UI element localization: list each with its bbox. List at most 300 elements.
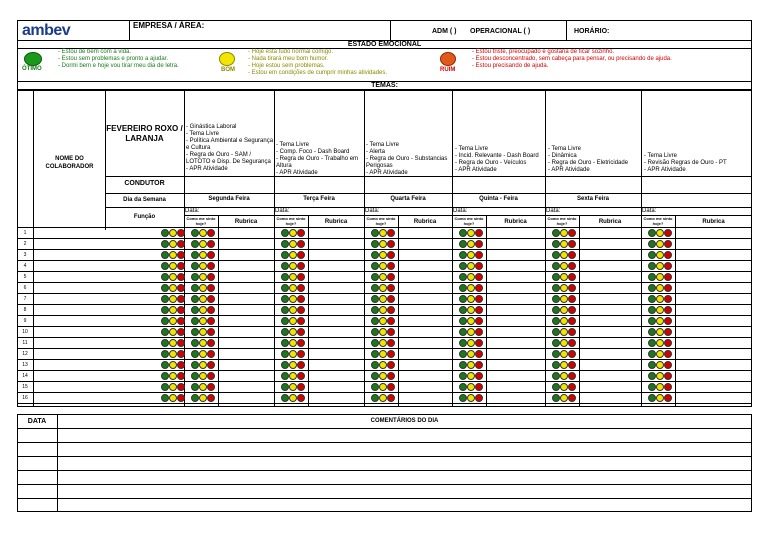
rubrica-cell[interactable]	[487, 338, 544, 348]
rubrica-cell[interactable]	[580, 393, 640, 403]
rubrica-cell[interactable]	[309, 382, 363, 392]
green-face-icon[interactable]	[552, 251, 560, 259]
green-face-icon[interactable]	[648, 306, 656, 314]
yellow-face-icon[interactable]	[379, 262, 387, 270]
yellow-face-icon[interactable]	[289, 328, 297, 336]
yellow-face-icon[interactable]	[199, 284, 207, 292]
yellow-face-icon[interactable]	[199, 306, 207, 314]
colaborador-name-cell[interactable]	[34, 305, 160, 315]
red-face-icon[interactable]	[207, 339, 215, 347]
green-face-icon[interactable]	[281, 262, 289, 270]
date-input[interactable]	[275, 208, 363, 215]
yellow-face-icon[interactable]	[169, 306, 177, 314]
red-face-icon[interactable]	[475, 328, 483, 336]
rubrica-cell[interactable]	[580, 327, 640, 337]
green-face-icon[interactable]	[552, 317, 560, 325]
yellow-face-icon[interactable]	[289, 273, 297, 281]
yellow-face-icon[interactable]	[169, 372, 177, 380]
red-face-icon[interactable]	[475, 240, 483, 248]
colaborador-name-cell[interactable]	[34, 239, 160, 249]
red-face-icon[interactable]	[207, 350, 215, 358]
comment-cell[interactable]	[58, 485, 751, 497]
rubrica-cell[interactable]	[676, 294, 751, 304]
rubrica-cell[interactable]	[309, 261, 363, 271]
red-face-icon[interactable]	[207, 306, 215, 314]
red-face-icon[interactable]	[568, 383, 576, 391]
green-face-icon[interactable]	[459, 383, 467, 391]
rubrica-cell[interactable]	[399, 393, 451, 403]
yellow-face-icon[interactable]	[289, 372, 297, 380]
rubrica-cell[interactable]	[676, 228, 751, 238]
green-face-icon[interactable]	[459, 350, 467, 358]
yellow-face-icon[interactable]	[379, 306, 387, 314]
red-face-icon[interactable]	[387, 284, 395, 292]
red-face-icon[interactable]	[664, 350, 672, 358]
yellow-face-icon[interactable]	[656, 295, 664, 303]
green-face-icon[interactable]	[371, 240, 379, 248]
green-face-icon[interactable]	[281, 328, 289, 336]
yellow-face-icon[interactable]	[560, 339, 568, 347]
red-face-icon[interactable]	[177, 229, 185, 237]
red-face-icon[interactable]	[177, 372, 185, 380]
green-face-icon[interactable]	[161, 229, 169, 237]
yellow-face-icon[interactable]	[169, 383, 177, 391]
red-face-icon[interactable]	[664, 383, 672, 391]
green-face-icon[interactable]	[459, 394, 467, 402]
red-face-icon[interactable]	[568, 361, 576, 369]
green-face-icon[interactable]	[371, 339, 379, 347]
green-face-icon[interactable]	[648, 394, 656, 402]
yellow-face-icon[interactable]	[199, 339, 207, 347]
yellow-face-icon[interactable]	[656, 251, 664, 259]
colaborador-name-cell[interactable]	[34, 360, 160, 370]
yellow-face-icon[interactable]	[169, 229, 177, 237]
colaborador-name-cell[interactable]	[34, 327, 160, 337]
rubrica-cell[interactable]	[309, 338, 363, 348]
rubrica-cell[interactable]	[580, 349, 640, 359]
date-input[interactable]	[453, 208, 544, 215]
rubrica-cell[interactable]	[399, 261, 451, 271]
green-face-icon[interactable]	[191, 339, 199, 347]
green-face-icon[interactable]	[281, 284, 289, 292]
yellow-face-icon[interactable]	[560, 306, 568, 314]
yellow-face-icon[interactable]	[467, 350, 475, 358]
red-face-icon[interactable]	[387, 273, 395, 281]
rubrica-cell[interactable]	[219, 294, 273, 304]
yellow-face-icon[interactable]	[560, 251, 568, 259]
green-face-icon[interactable]	[161, 240, 169, 248]
red-face-icon[interactable]	[664, 295, 672, 303]
red-face-icon[interactable]	[568, 328, 576, 336]
yellow-face-icon[interactable]	[289, 262, 297, 270]
red-face-icon[interactable]	[475, 229, 483, 237]
green-face-icon[interactable]	[459, 372, 467, 380]
rubrica-cell[interactable]	[219, 382, 273, 392]
yellow-face-icon[interactable]	[199, 251, 207, 259]
green-face-icon[interactable]	[459, 262, 467, 270]
green-face-icon[interactable]	[281, 295, 289, 303]
date-input[interactable]	[642, 208, 751, 215]
red-face-icon[interactable]	[177, 328, 185, 336]
yellow-face-icon[interactable]	[199, 361, 207, 369]
yellow-face-icon[interactable]	[169, 361, 177, 369]
rubrica-cell[interactable]	[487, 261, 544, 271]
red-face-icon[interactable]	[475, 394, 483, 402]
rubrica-cell[interactable]	[309, 349, 363, 359]
green-face-icon[interactable]	[459, 273, 467, 281]
green-face-icon[interactable]	[281, 394, 289, 402]
colaborador-name-cell[interactable]	[34, 316, 160, 326]
red-face-icon[interactable]	[297, 295, 305, 303]
red-face-icon[interactable]	[568, 372, 576, 380]
green-face-icon[interactable]	[281, 251, 289, 259]
green-face-icon[interactable]	[281, 317, 289, 325]
red-face-icon[interactable]	[177, 240, 185, 248]
rubrica-cell[interactable]	[580, 360, 640, 370]
green-face-icon[interactable]	[191, 328, 199, 336]
red-face-icon[interactable]	[297, 240, 305, 248]
green-face-icon[interactable]	[459, 251, 467, 259]
rubrica-cell[interactable]	[487, 393, 544, 403]
yellow-face-icon[interactable]	[169, 262, 177, 270]
red-face-icon[interactable]	[475, 372, 483, 380]
red-face-icon[interactable]	[664, 372, 672, 380]
yellow-face-icon[interactable]	[467, 251, 475, 259]
yellow-face-icon[interactable]	[560, 262, 568, 270]
rubrica-cell[interactable]	[309, 360, 363, 370]
rubrica-cell[interactable]	[487, 250, 544, 260]
red-face-icon[interactable]	[568, 262, 576, 270]
red-face-icon[interactable]	[387, 229, 395, 237]
green-face-icon[interactable]	[459, 339, 467, 347]
yellow-face-icon[interactable]	[656, 394, 664, 402]
green-face-icon[interactable]	[191, 383, 199, 391]
green-face-icon[interactable]	[459, 306, 467, 314]
date-input[interactable]	[546, 208, 640, 215]
yellow-face-icon[interactable]	[379, 240, 387, 248]
comment-cell[interactable]	[58, 457, 751, 469]
rubrica-cell[interactable]	[399, 283, 451, 293]
green-face-icon[interactable]	[552, 350, 560, 358]
green-face-icon[interactable]	[161, 350, 169, 358]
green-face-icon[interactable]	[161, 251, 169, 259]
colaborador-name-cell[interactable]	[34, 283, 160, 293]
green-face-icon[interactable]	[191, 361, 199, 369]
yellow-face-icon[interactable]	[169, 394, 177, 402]
rubrica-cell[interactable]	[487, 239, 544, 249]
rubrica-cell[interactable]	[219, 283, 273, 293]
rubrica-cell[interactable]	[309, 371, 363, 381]
rubrica-cell[interactable]	[309, 283, 363, 293]
yellow-face-icon[interactable]	[289, 240, 297, 248]
yellow-face-icon[interactable]	[560, 229, 568, 237]
red-face-icon[interactable]	[207, 372, 215, 380]
red-face-icon[interactable]	[568, 339, 576, 347]
rubrica-cell[interactable]	[219, 360, 273, 370]
red-face-icon[interactable]	[177, 273, 185, 281]
rubrica-cell[interactable]	[219, 327, 273, 337]
yellow-face-icon[interactable]	[467, 306, 475, 314]
green-face-icon[interactable]	[648, 372, 656, 380]
rubrica-cell[interactable]	[676, 393, 751, 403]
red-face-icon[interactable]	[297, 328, 305, 336]
green-face-icon[interactable]	[552, 372, 560, 380]
red-face-icon[interactable]	[664, 361, 672, 369]
yellow-face-icon[interactable]	[289, 284, 297, 292]
yellow-face-icon[interactable]	[656, 350, 664, 358]
green-face-icon[interactable]	[371, 394, 379, 402]
yellow-face-icon[interactable]	[379, 273, 387, 281]
red-face-icon[interactable]	[475, 361, 483, 369]
red-face-icon[interactable]	[177, 361, 185, 369]
yellow-face-icon[interactable]	[169, 328, 177, 336]
yellow-face-icon[interactable]	[656, 262, 664, 270]
green-face-icon[interactable]	[648, 295, 656, 303]
yellow-face-icon[interactable]	[169, 240, 177, 248]
yellow-face-icon[interactable]	[656, 361, 664, 369]
rubrica-cell[interactable]	[219, 305, 273, 315]
green-face-icon[interactable]	[552, 240, 560, 248]
green-face-icon[interactable]	[552, 262, 560, 270]
rubrica-cell[interactable]	[676, 261, 751, 271]
yellow-face-icon[interactable]	[169, 251, 177, 259]
green-face-icon[interactable]	[191, 394, 199, 402]
yellow-face-icon[interactable]	[467, 328, 475, 336]
red-face-icon[interactable]	[297, 317, 305, 325]
rubrica-cell[interactable]	[309, 327, 363, 337]
rubrica-cell[interactable]	[399, 316, 451, 326]
red-face-icon[interactable]	[207, 229, 215, 237]
green-face-icon[interactable]	[552, 328, 560, 336]
red-face-icon[interactable]	[664, 394, 672, 402]
rubrica-cell[interactable]	[309, 239, 363, 249]
green-face-icon[interactable]	[371, 229, 379, 237]
red-face-icon[interactable]	[568, 229, 576, 237]
rubrica-cell[interactable]	[219, 393, 273, 403]
rubrica-cell[interactable]	[676, 250, 751, 260]
comment-cell[interactable]	[58, 429, 751, 441]
green-face-icon[interactable]	[648, 229, 656, 237]
yellow-face-icon[interactable]	[656, 372, 664, 380]
green-face-icon[interactable]	[161, 262, 169, 270]
yellow-face-icon[interactable]	[289, 229, 297, 237]
rubrica-cell[interactable]	[487, 349, 544, 359]
green-face-icon[interactable]	[552, 306, 560, 314]
red-face-icon[interactable]	[568, 240, 576, 248]
rubrica-cell[interactable]	[676, 338, 751, 348]
rubrica-cell[interactable]	[580, 250, 640, 260]
rubrica-cell[interactable]	[399, 239, 451, 249]
rubrica-cell[interactable]	[487, 272, 544, 282]
red-face-icon[interactable]	[297, 394, 305, 402]
red-face-icon[interactable]	[297, 262, 305, 270]
rubrica-cell[interactable]	[676, 239, 751, 249]
green-face-icon[interactable]	[459, 328, 467, 336]
red-face-icon[interactable]	[568, 306, 576, 314]
red-face-icon[interactable]	[387, 317, 395, 325]
green-face-icon[interactable]	[459, 361, 467, 369]
red-face-icon[interactable]	[387, 295, 395, 303]
rubrica-cell[interactable]	[487, 294, 544, 304]
red-face-icon[interactable]	[177, 339, 185, 347]
green-face-icon[interactable]	[161, 394, 169, 402]
yellow-face-icon[interactable]	[656, 284, 664, 292]
yellow-face-icon[interactable]	[656, 273, 664, 281]
green-face-icon[interactable]	[161, 317, 169, 325]
red-face-icon[interactable]	[475, 295, 483, 303]
green-face-icon[interactable]	[648, 251, 656, 259]
yellow-face-icon[interactable]	[656, 229, 664, 237]
date-input[interactable]	[365, 208, 451, 215]
green-face-icon[interactable]	[281, 273, 289, 281]
yellow-face-icon[interactable]	[656, 240, 664, 248]
green-face-icon[interactable]	[648, 383, 656, 391]
green-face-icon[interactable]	[281, 383, 289, 391]
yellow-face-icon[interactable]	[289, 350, 297, 358]
yellow-face-icon[interactable]	[199, 394, 207, 402]
rubrica-cell[interactable]	[219, 272, 273, 282]
rubrica-cell[interactable]	[676, 316, 751, 326]
yellow-face-icon[interactable]	[199, 383, 207, 391]
red-face-icon[interactable]	[207, 284, 215, 292]
red-face-icon[interactable]	[207, 251, 215, 259]
red-face-icon[interactable]	[387, 251, 395, 259]
red-face-icon[interactable]	[177, 306, 185, 314]
yellow-face-icon[interactable]	[467, 295, 475, 303]
rubrica-cell[interactable]	[580, 371, 640, 381]
rubrica-cell[interactable]	[399, 371, 451, 381]
rubrica-cell[interactable]	[676, 371, 751, 381]
green-face-icon[interactable]	[371, 328, 379, 336]
red-face-icon[interactable]	[177, 394, 185, 402]
yellow-face-icon[interactable]	[379, 361, 387, 369]
red-face-icon[interactable]	[664, 273, 672, 281]
yellow-face-icon[interactable]	[379, 251, 387, 259]
rubrica-cell[interactable]	[309, 316, 363, 326]
red-face-icon[interactable]	[475, 383, 483, 391]
green-face-icon[interactable]	[648, 273, 656, 281]
green-face-icon[interactable]	[281, 306, 289, 314]
yellow-face-icon[interactable]	[560, 383, 568, 391]
green-face-icon[interactable]	[191, 284, 199, 292]
green-face-icon[interactable]	[371, 350, 379, 358]
rubrica-cell[interactable]	[580, 261, 640, 271]
rubrica-cell[interactable]	[580, 283, 640, 293]
green-face-icon[interactable]	[552, 273, 560, 281]
rubrica-cell[interactable]	[580, 239, 640, 249]
yellow-face-icon[interactable]	[467, 273, 475, 281]
green-face-icon[interactable]	[459, 229, 467, 237]
green-face-icon[interactable]	[191, 317, 199, 325]
colaborador-name-cell[interactable]	[34, 294, 160, 304]
green-face-icon[interactable]	[191, 229, 199, 237]
red-face-icon[interactable]	[475, 339, 483, 347]
rubrica-cell[interactable]	[399, 349, 451, 359]
yellow-face-icon[interactable]	[467, 262, 475, 270]
rubrica-cell[interactable]	[580, 272, 640, 282]
red-face-icon[interactable]	[664, 251, 672, 259]
yellow-face-icon[interactable]	[199, 240, 207, 248]
yellow-face-icon[interactable]	[560, 284, 568, 292]
red-face-icon[interactable]	[207, 262, 215, 270]
rubrica-cell[interactable]	[399, 250, 451, 260]
rubrica-cell[interactable]	[309, 228, 363, 238]
colaborador-name-cell[interactable]	[34, 250, 160, 260]
colaborador-name-cell[interactable]	[34, 261, 160, 271]
green-face-icon[interactable]	[459, 240, 467, 248]
yellow-face-icon[interactable]	[656, 383, 664, 391]
yellow-face-icon[interactable]	[199, 273, 207, 281]
red-face-icon[interactable]	[207, 317, 215, 325]
rubrica-cell[interactable]	[219, 338, 273, 348]
red-face-icon[interactable]	[177, 251, 185, 259]
red-face-icon[interactable]	[177, 295, 185, 303]
yellow-face-icon[interactable]	[379, 394, 387, 402]
red-face-icon[interactable]	[297, 372, 305, 380]
green-face-icon[interactable]	[371, 361, 379, 369]
yellow-face-icon[interactable]	[199, 317, 207, 325]
green-face-icon[interactable]	[371, 273, 379, 281]
green-face-icon[interactable]	[371, 306, 379, 314]
rubrica-cell[interactable]	[487, 316, 544, 326]
rubrica-cell[interactable]	[219, 239, 273, 249]
yellow-face-icon[interactable]	[467, 361, 475, 369]
yellow-face-icon[interactable]	[199, 350, 207, 358]
yellow-face-icon[interactable]	[656, 328, 664, 336]
red-face-icon[interactable]	[664, 284, 672, 292]
red-face-icon[interactable]	[568, 350, 576, 358]
green-face-icon[interactable]	[648, 317, 656, 325]
red-face-icon[interactable]	[475, 306, 483, 314]
green-face-icon[interactable]	[459, 295, 467, 303]
red-face-icon[interactable]	[297, 361, 305, 369]
rubrica-cell[interactable]	[309, 272, 363, 282]
rubrica-cell[interactable]	[487, 228, 544, 238]
red-face-icon[interactable]	[568, 317, 576, 325]
green-face-icon[interactable]	[552, 394, 560, 402]
green-face-icon[interactable]	[161, 295, 169, 303]
red-face-icon[interactable]	[568, 295, 576, 303]
yellow-face-icon[interactable]	[199, 295, 207, 303]
green-face-icon[interactable]	[191, 273, 199, 281]
yellow-face-icon[interactable]	[199, 262, 207, 270]
rubrica-cell[interactable]	[219, 250, 273, 260]
yellow-face-icon[interactable]	[656, 317, 664, 325]
green-face-icon[interactable]	[161, 328, 169, 336]
yellow-face-icon[interactable]	[560, 372, 568, 380]
red-face-icon[interactable]	[207, 383, 215, 391]
yellow-face-icon[interactable]	[467, 383, 475, 391]
yellow-face-icon[interactable]	[379, 339, 387, 347]
green-face-icon[interactable]	[191, 306, 199, 314]
yellow-face-icon[interactable]	[199, 328, 207, 336]
rubrica-cell[interactable]	[399, 228, 451, 238]
red-face-icon[interactable]	[387, 372, 395, 380]
rubrica-cell[interactable]	[676, 272, 751, 282]
red-face-icon[interactable]	[387, 383, 395, 391]
red-face-icon[interactable]	[297, 229, 305, 237]
rubrica-cell[interactable]	[399, 327, 451, 337]
green-face-icon[interactable]	[191, 262, 199, 270]
yellow-face-icon[interactable]	[656, 306, 664, 314]
rubrica-cell[interactable]	[219, 371, 273, 381]
rubrica-cell[interactable]	[309, 294, 363, 304]
yellow-face-icon[interactable]	[379, 328, 387, 336]
yellow-face-icon[interactable]	[560, 361, 568, 369]
green-face-icon[interactable]	[371, 383, 379, 391]
yellow-face-icon[interactable]	[560, 328, 568, 336]
comment-cell[interactable]	[58, 443, 751, 455]
